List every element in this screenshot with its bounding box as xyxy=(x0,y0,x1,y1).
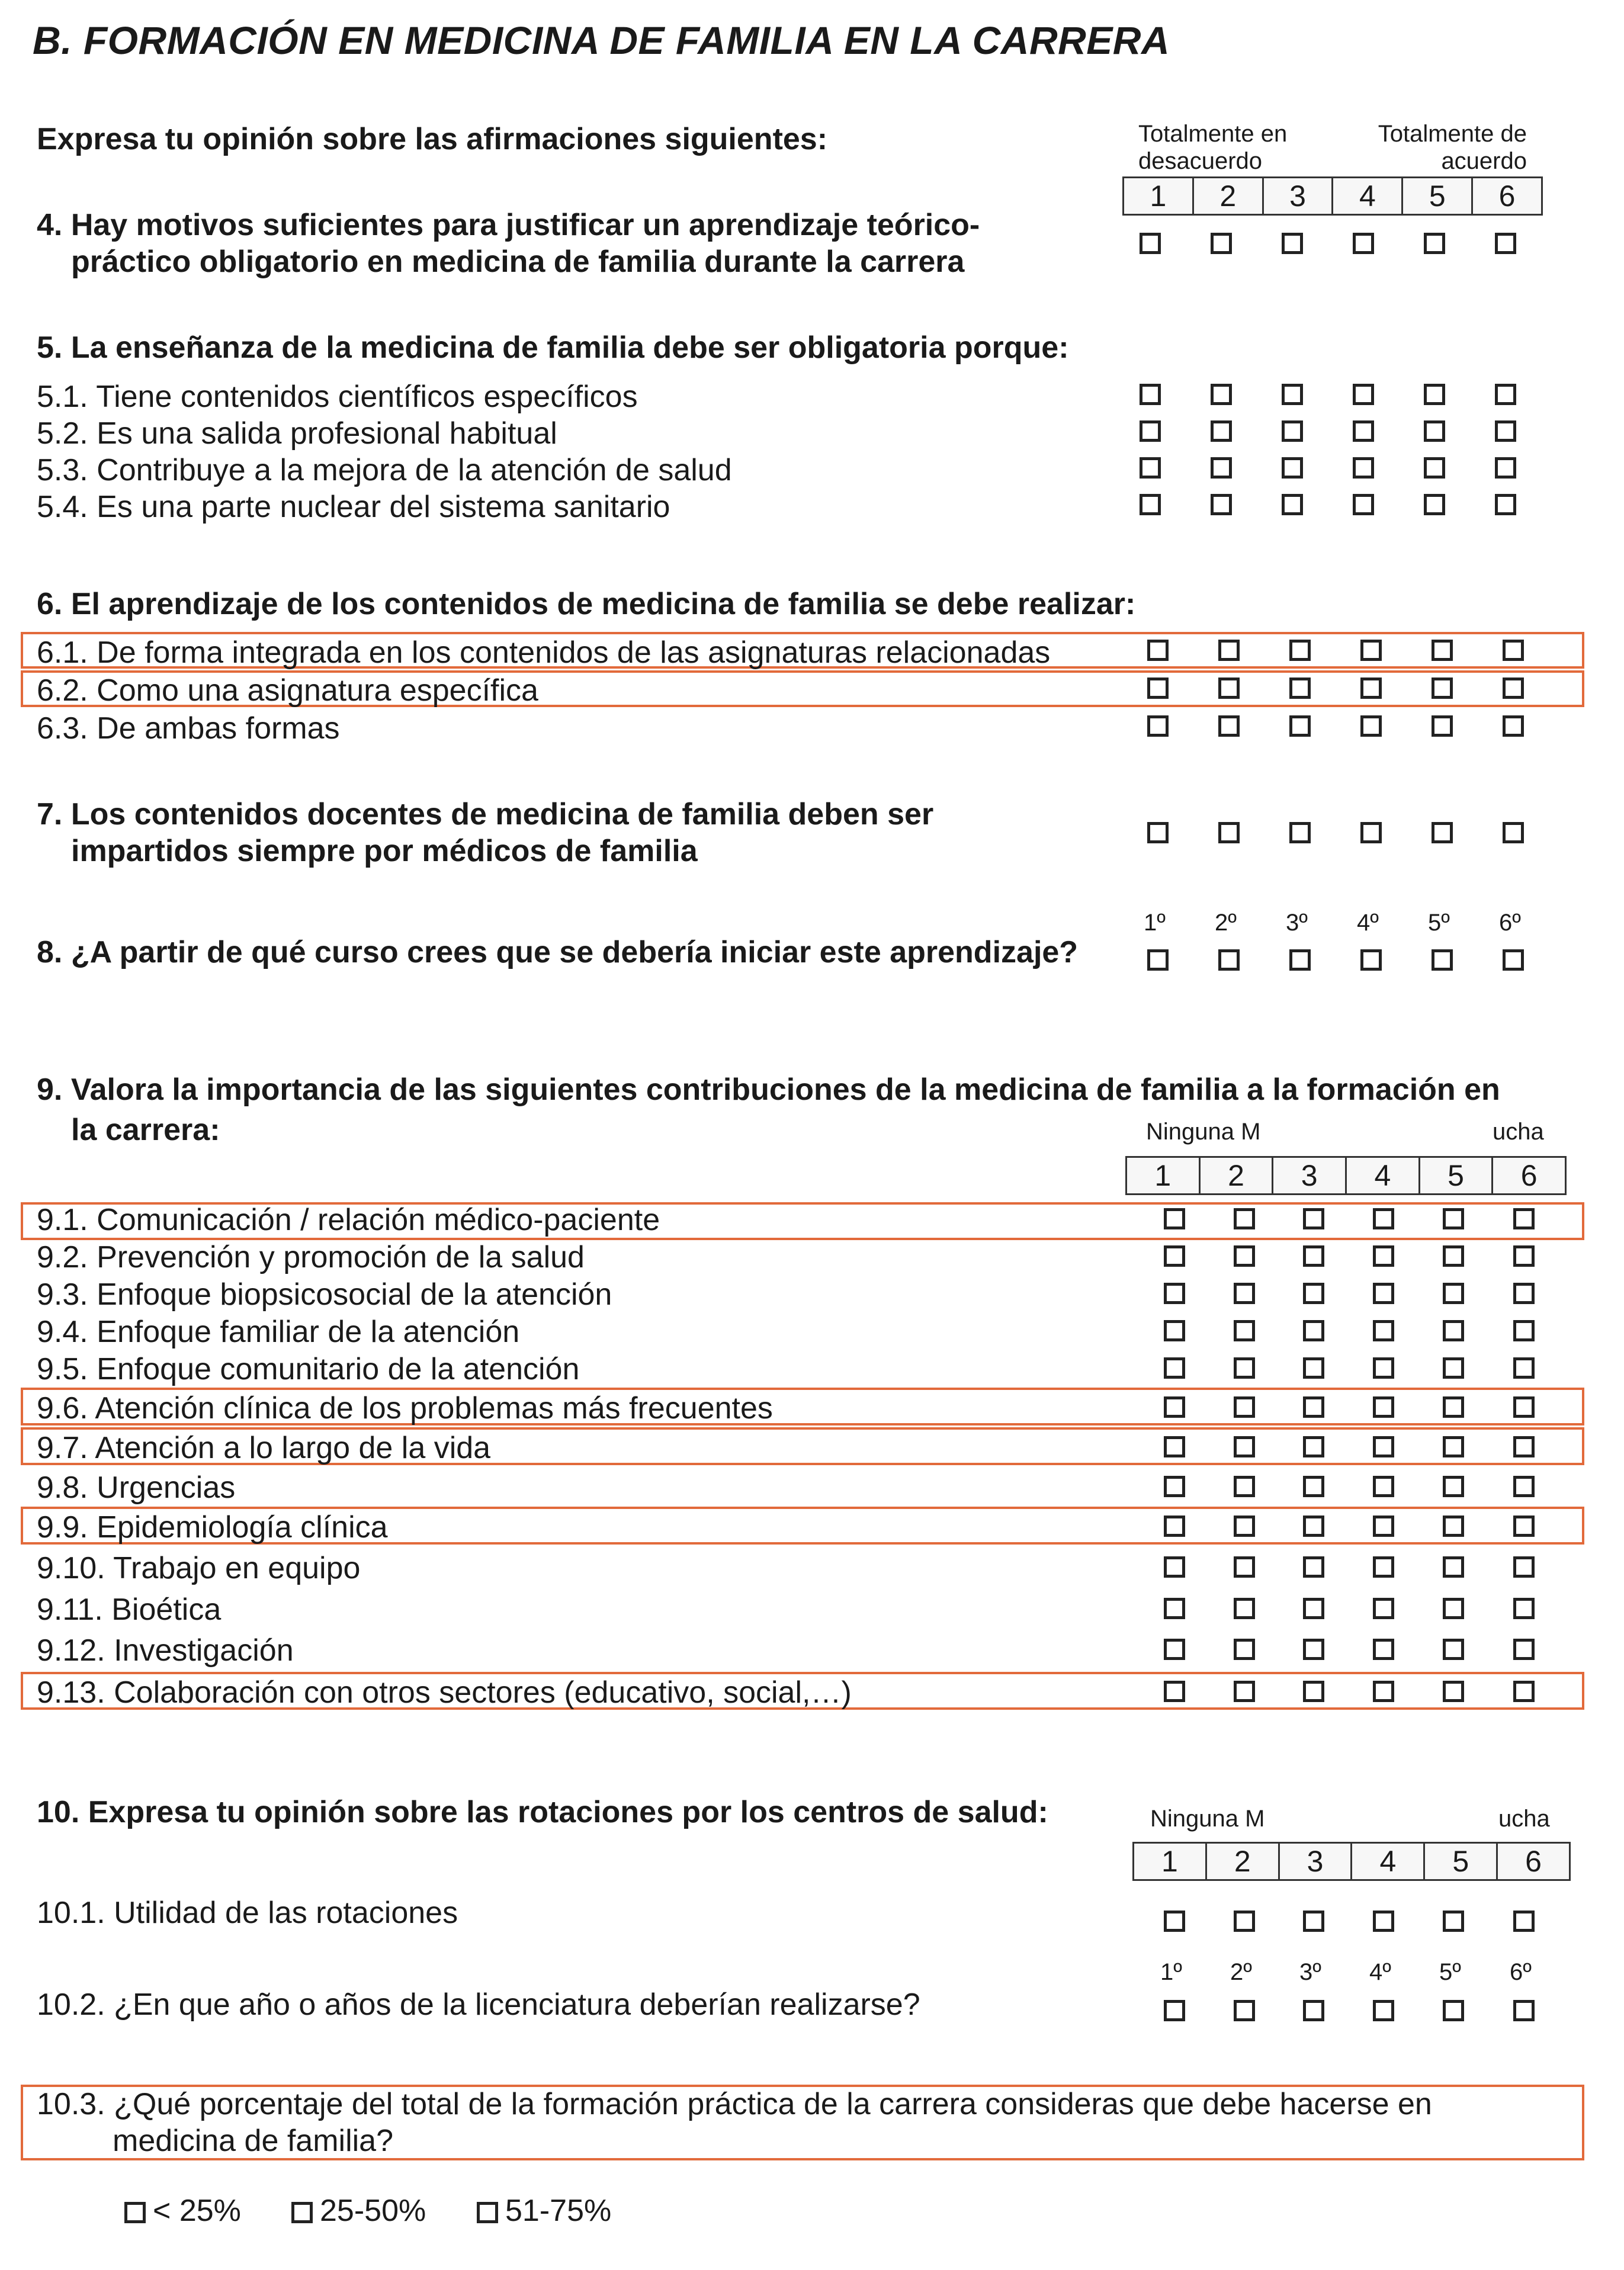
checkbox-1[interactable] xyxy=(1140,494,1161,515)
checkbox-5[interactable] xyxy=(1443,1245,1464,1267)
q6-item-1: 6.1. De forma integrada en los contenidos de las asignaturas relacionadas xyxy=(37,635,1051,670)
checkbox-3[interactable] xyxy=(1289,640,1311,661)
q9-line2: la carrera: xyxy=(71,1113,220,1147)
checkbox-2[interactable] xyxy=(1234,1556,1255,1578)
checkbox-3[interactable] xyxy=(1282,233,1303,254)
checkbox-6[interactable] xyxy=(1503,949,1524,971)
q9-item-1: 9.1. Comunicación / relación médico-paciente xyxy=(37,1203,660,1237)
q9-item-8: 9.8. Urgencias xyxy=(37,1470,236,1505)
checkbox-3[interactable] xyxy=(1282,494,1303,515)
checkbox-3[interactable] xyxy=(1303,1476,1324,1497)
importance-left-label: Ninguna M xyxy=(1146,1119,1261,1145)
checkbox-4[interactable] xyxy=(1353,233,1374,254)
q9-item-11: 9.11. Bioética xyxy=(37,1592,222,1627)
checkbox-2[interactable] xyxy=(1234,1436,1255,1457)
q9-item-6: 9.6. Atención clínica de los problemas más frecuentes xyxy=(37,1391,773,1425)
checkbox-4[interactable] xyxy=(1360,715,1382,737)
q10-importance-right-label: ucha xyxy=(1498,1806,1550,1832)
checkbox-1[interactable] xyxy=(1164,1436,1185,1457)
checkbox-6[interactable] xyxy=(1513,1245,1535,1267)
checkbox-2[interactable] xyxy=(1211,494,1232,515)
checkbox-1[interactable] xyxy=(1147,949,1169,971)
option-label: < 25% xyxy=(153,2194,241,2228)
option-25-50[interactable] xyxy=(291,2193,426,2229)
q9-item-2: 9.2. Prevención y promoción de la salud xyxy=(37,1240,585,1274)
checkbox-3[interactable] xyxy=(1303,1556,1324,1578)
checkbox-4[interactable] xyxy=(1373,1598,1394,1619)
checkbox-3[interactable] xyxy=(1289,715,1311,737)
option-label: 51-75% xyxy=(505,2194,612,2228)
q5-item-1: 5.1. Tiene contenidos científicos específicos xyxy=(37,380,638,414)
scale-right-label: Totalmente de acuerdo xyxy=(1378,121,1527,174)
checkbox[interactable] xyxy=(124,2202,146,2223)
q10-importance-left-label: Ninguna M xyxy=(1150,1806,1265,1832)
checkbox-6[interactable] xyxy=(1513,1320,1535,1341)
checkbox-1[interactable] xyxy=(1140,420,1161,442)
checkbox-5[interactable] xyxy=(1443,1598,1464,1619)
course-label-6: 6º xyxy=(1499,910,1521,936)
q9-item-12: 9.12. Investigación xyxy=(37,1633,294,1668)
course-label-1: 1º xyxy=(1160,1959,1182,1985)
checkbox-3[interactable] xyxy=(1303,1639,1324,1660)
checkbox-3[interactable] xyxy=(1303,1681,1324,1702)
q5-heading: 5. La enseñanza de la medicina de familia debe ser obligatoria porque: xyxy=(37,330,1069,365)
checkbox-4[interactable] xyxy=(1373,1556,1394,1578)
q5-item-2: 5.2. Es una salida profesional habitual xyxy=(37,416,557,451)
checkbox-6[interactable] xyxy=(1513,1283,1535,1304)
q6-heading: 6. El aprendizaje de los contenidos de medicina de familia se debe realizar: xyxy=(37,587,1136,621)
option-lt25[interactable] xyxy=(124,2193,241,2229)
checkbox-1[interactable] xyxy=(1164,1556,1185,1578)
checkbox-4[interactable] xyxy=(1373,1208,1394,1229)
checkbox-3[interactable] xyxy=(1303,1283,1324,1304)
checkbox-5[interactable] xyxy=(1443,1516,1464,1537)
checkbox-5[interactable] xyxy=(1432,678,1453,699)
checkbox-2[interactable] xyxy=(1234,1396,1255,1418)
checkbox-6[interactable] xyxy=(1503,678,1524,699)
checkbox-3[interactable] xyxy=(1282,420,1303,442)
q9-item-13: 9.13. Colaboración con otros sectores (educativo, social,…) xyxy=(37,1675,852,1710)
q4-line1: 4. Hay motivos suficientes para justificar un aprendizaje teórico- xyxy=(37,208,980,242)
checkbox-4[interactable] xyxy=(1360,640,1382,661)
q9-line1: 9. Valora la importancia de las siguientes contribuciones de la medicina de familia a la formación en xyxy=(37,1073,1500,1107)
checkbox-5[interactable] xyxy=(1432,640,1453,661)
q10-item-1: 10.1. Utilidad de las rotaciones xyxy=(37,1896,458,1930)
checkbox-5[interactable] xyxy=(1443,1639,1464,1660)
checkbox-5[interactable] xyxy=(1432,949,1453,971)
scale-left-label: Totalmente en desacuerdo xyxy=(1138,121,1288,174)
checkbox-3[interactable] xyxy=(1303,1245,1324,1267)
checkbox-6[interactable] xyxy=(1513,1681,1535,1702)
checkbox-4[interactable] xyxy=(1360,822,1382,843)
checkbox-5[interactable] xyxy=(1443,1476,1464,1497)
checkbox-6[interactable] xyxy=(1513,1436,1535,1457)
checkbox-2[interactable] xyxy=(1211,233,1232,254)
q9-item-9: 9.9. Epidemiología clínica xyxy=(37,1510,388,1545)
q8-text: 8. ¿A partir de qué curso crees que se debería iniciar este aprendizaje? xyxy=(37,935,1079,969)
checkbox-5[interactable] xyxy=(1443,1556,1464,1578)
checkbox-6[interactable] xyxy=(1495,494,1516,515)
q10-item-2: 10.2. ¿En que año o años de la licenciatura deberían realizarse? xyxy=(37,1988,920,2022)
checkbox-4[interactable] xyxy=(1360,678,1382,699)
checkbox-2[interactable] xyxy=(1234,2000,1255,2021)
intro-text: Expresa tu opinión sobre las afirmaciones siguientes: xyxy=(37,122,828,156)
checkbox-1[interactable] xyxy=(1140,384,1161,405)
checkbox-1[interactable] xyxy=(1164,1681,1185,1702)
checkbox-4[interactable] xyxy=(1373,2000,1394,2021)
q10-item-3-line1: 10.3. ¿Qué porcentaje del total de la formación práctica de la carrera consideras que debe hacerse en xyxy=(37,2087,1432,2121)
checkbox-4[interactable] xyxy=(1373,1681,1394,1702)
checkbox-2[interactable] xyxy=(1234,1911,1255,1932)
checkbox-4[interactable] xyxy=(1373,1396,1394,1418)
course-label-6: 6º xyxy=(1510,1959,1532,1985)
checkbox-6[interactable] xyxy=(1495,384,1516,405)
checkbox-6[interactable] xyxy=(1513,1556,1535,1578)
checkbox-2[interactable] xyxy=(1234,1283,1255,1304)
checkbox-5[interactable] xyxy=(1424,420,1445,442)
checkbox-4[interactable] xyxy=(1373,1245,1394,1267)
checkbox-6[interactable] xyxy=(1495,420,1516,442)
checkbox-6[interactable] xyxy=(1513,1598,1535,1619)
option-51-75[interactable] xyxy=(477,2193,611,2229)
checkbox-3[interactable] xyxy=(1289,822,1311,843)
q9-item-10: 9.10. Trabajo en equipo xyxy=(37,1551,361,1585)
checkbox-1[interactable] xyxy=(1164,1598,1185,1619)
checkbox-5[interactable] xyxy=(1432,822,1453,843)
checkbox-4[interactable] xyxy=(1353,384,1374,405)
q6-item-3: 6.3. De ambas formas xyxy=(37,711,340,746)
q10-scale-numbers: 1 2 3 4 5 6 xyxy=(1132,1842,1571,1881)
checkbox-3[interactable] xyxy=(1303,1516,1324,1537)
checkbox-3[interactable] xyxy=(1282,384,1303,405)
checkbox-5[interactable] xyxy=(1443,1396,1464,1418)
checkbox-2[interactable] xyxy=(1234,1208,1255,1229)
checkbox-1[interactable] xyxy=(1147,640,1169,661)
checkbox-2[interactable] xyxy=(1218,640,1240,661)
checkbox-1[interactable] xyxy=(1164,1911,1185,1932)
checkbox-5[interactable] xyxy=(1443,1436,1464,1457)
checkbox-2[interactable] xyxy=(1234,1681,1255,1702)
checkbox-3[interactable] xyxy=(1303,1598,1324,1619)
course-label-4: 4º xyxy=(1357,910,1379,936)
checkbox-3[interactable] xyxy=(1303,1357,1324,1379)
checkbox-3[interactable] xyxy=(1303,1320,1324,1341)
checkbox-4[interactable] xyxy=(1373,1283,1394,1304)
checkbox-5[interactable] xyxy=(1443,1357,1464,1379)
q5-item-4: 5.4. Es una parte nuclear del sistema sanitario xyxy=(37,490,670,524)
checkbox-1[interactable] xyxy=(1164,1476,1185,1497)
checkbox-4[interactable] xyxy=(1353,457,1374,479)
checkbox-1[interactable] xyxy=(1147,715,1169,737)
checkbox-3[interactable] xyxy=(1303,1396,1324,1418)
checkbox-1[interactable] xyxy=(1164,1396,1185,1418)
course-label-3: 3º xyxy=(1299,1959,1321,1985)
checkbox-1[interactable] xyxy=(1164,1357,1185,1379)
checkbox-5[interactable] xyxy=(1424,384,1445,405)
checkbox-2[interactable] xyxy=(1211,384,1232,405)
checkbox-2[interactable] xyxy=(1211,457,1232,479)
scale-header-numbers: 1 2 3 4 5 6 xyxy=(1122,176,1543,216)
checkbox-5[interactable] xyxy=(1443,1208,1464,1229)
checkbox-6[interactable] xyxy=(1513,1516,1535,1537)
checkbox-2[interactable] xyxy=(1218,678,1240,699)
q4-line2: práctico obligatorio en medicina de familia durante la carrera xyxy=(71,245,965,279)
checkbox-5[interactable] xyxy=(1424,494,1445,515)
checkbox-4[interactable] xyxy=(1353,494,1374,515)
q6-item-2: 6.2. Como una asignatura específica xyxy=(37,673,538,708)
option-label: 25-50% xyxy=(320,2194,426,2228)
checkbox-4[interactable] xyxy=(1373,1639,1394,1660)
checkbox-4[interactable] xyxy=(1373,1357,1394,1379)
q9-item-4: 9.4. Enfoque familiar de la atención xyxy=(37,1315,520,1349)
checkbox-5[interactable] xyxy=(1443,2000,1464,2021)
checkbox-6[interactable] xyxy=(1513,1476,1535,1497)
checkbox-2[interactable] xyxy=(1211,420,1232,442)
course-label-5: 5º xyxy=(1428,910,1450,936)
checkbox-1[interactable] xyxy=(1164,1516,1185,1537)
checkbox-5[interactable] xyxy=(1443,1283,1464,1304)
checkbox-6[interactable] xyxy=(1513,1357,1535,1379)
section-title: B. FORMACIÓN EN MEDICINA DE FAMILIA EN LA CARRERA xyxy=(33,18,1170,62)
course-label-3: 3º xyxy=(1286,910,1308,936)
checkbox-1[interactable] xyxy=(1164,2000,1185,2021)
q7-line1: 7. Los contenidos docentes de medicina de familia deben ser xyxy=(37,797,934,831)
checkbox-6[interactable] xyxy=(1513,1639,1535,1660)
checkbox-4[interactable] xyxy=(1353,420,1374,442)
course-label-2: 2º xyxy=(1215,910,1237,936)
checkbox-5[interactable] xyxy=(1443,1320,1464,1341)
checkbox-2[interactable] xyxy=(1218,715,1240,737)
checkbox-4[interactable] xyxy=(1360,949,1382,971)
checkbox-6[interactable] xyxy=(1513,1396,1535,1418)
checkbox-6[interactable] xyxy=(1495,457,1516,479)
checkbox-3[interactable] xyxy=(1303,2000,1324,2021)
checkbox-2[interactable] xyxy=(1218,822,1240,843)
course-label-4: 4º xyxy=(1369,1959,1391,1985)
checkbox-6[interactable] xyxy=(1503,822,1524,843)
checkbox-3[interactable] xyxy=(1282,457,1303,479)
checkbox-1[interactable] xyxy=(1164,1208,1185,1229)
checkbox-1[interactable] xyxy=(1147,678,1169,699)
checkbox-4[interactable] xyxy=(1373,1911,1394,1932)
checkbox-6[interactable] xyxy=(1513,1208,1535,1229)
checkbox-2[interactable] xyxy=(1234,1639,1255,1660)
checkbox-6[interactable] xyxy=(1513,1911,1535,1932)
checkbox-2[interactable] xyxy=(1218,949,1240,971)
checkbox-5[interactable] xyxy=(1443,1681,1464,1702)
course-label-5: 5º xyxy=(1439,1959,1461,1985)
q7-line2: impartidos siempre por médicos de familia xyxy=(71,834,698,868)
checkbox-5[interactable] xyxy=(1443,1911,1464,1932)
checkbox-4[interactable] xyxy=(1373,1320,1394,1341)
checkbox-3[interactable] xyxy=(1289,949,1311,971)
checkbox-6[interactable] xyxy=(1503,640,1524,661)
q9-item-3: 9.3. Enfoque biopsicosocial de la atención xyxy=(37,1277,612,1312)
checkbox-4[interactable] xyxy=(1373,1436,1394,1457)
checkbox-1[interactable] xyxy=(1140,233,1161,254)
q10-item-3-line2: medicina de familia? xyxy=(113,2124,394,2158)
checkbox-4[interactable] xyxy=(1373,1476,1394,1497)
checkbox[interactable] xyxy=(477,2202,498,2223)
checkbox-3[interactable] xyxy=(1303,1436,1324,1457)
checkbox-1[interactable] xyxy=(1164,1320,1185,1341)
checkbox-2[interactable] xyxy=(1234,1245,1255,1267)
checkbox-1[interactable] xyxy=(1164,1245,1185,1267)
checkbox-1[interactable] xyxy=(1164,1283,1185,1304)
checkbox-1[interactable] xyxy=(1140,457,1161,479)
checkbox-3[interactable] xyxy=(1303,1911,1324,1932)
checkbox-2[interactable] xyxy=(1234,1476,1255,1497)
q9-item-5: 9.5. Enfoque comunitario de la atención xyxy=(37,1352,580,1386)
q5-item-3: 5.3. Contribuye a la mejora de la atención de salud xyxy=(37,453,732,487)
checkbox-3[interactable] xyxy=(1303,1208,1324,1229)
checkbox-1[interactable] xyxy=(1164,1639,1185,1660)
checkbox-2[interactable] xyxy=(1234,1516,1255,1537)
checkbox-6[interactable] xyxy=(1495,233,1516,254)
q10-heading: 10. Expresa tu opinión sobre las rotaciones por los centros de salud: xyxy=(37,1795,1048,1829)
checkbox[interactable] xyxy=(291,2202,313,2223)
checkbox-6[interactable] xyxy=(1513,2000,1535,2021)
checkbox-5[interactable] xyxy=(1424,457,1445,479)
importance-right-label: ucha xyxy=(1493,1119,1544,1145)
checkbox-5[interactable] xyxy=(1432,715,1453,737)
checkbox-1[interactable] xyxy=(1147,822,1169,843)
checkbox-5[interactable] xyxy=(1424,233,1445,254)
q9-scale-numbers: 1 2 3 4 5 6 xyxy=(1125,1156,1567,1195)
checkbox-2[interactable] xyxy=(1234,1598,1255,1619)
course-label-1: 1º xyxy=(1144,910,1166,936)
checkbox-2[interactable] xyxy=(1234,1357,1255,1379)
course-label-2: 2º xyxy=(1230,1959,1252,1985)
checkbox-6[interactable] xyxy=(1503,715,1524,737)
q9-item-7: 9.7. Atención a lo largo de la vida xyxy=(37,1431,491,1465)
checkbox-3[interactable] xyxy=(1289,678,1311,699)
checkbox-2[interactable] xyxy=(1234,1320,1255,1341)
checkbox-4[interactable] xyxy=(1373,1516,1394,1537)
